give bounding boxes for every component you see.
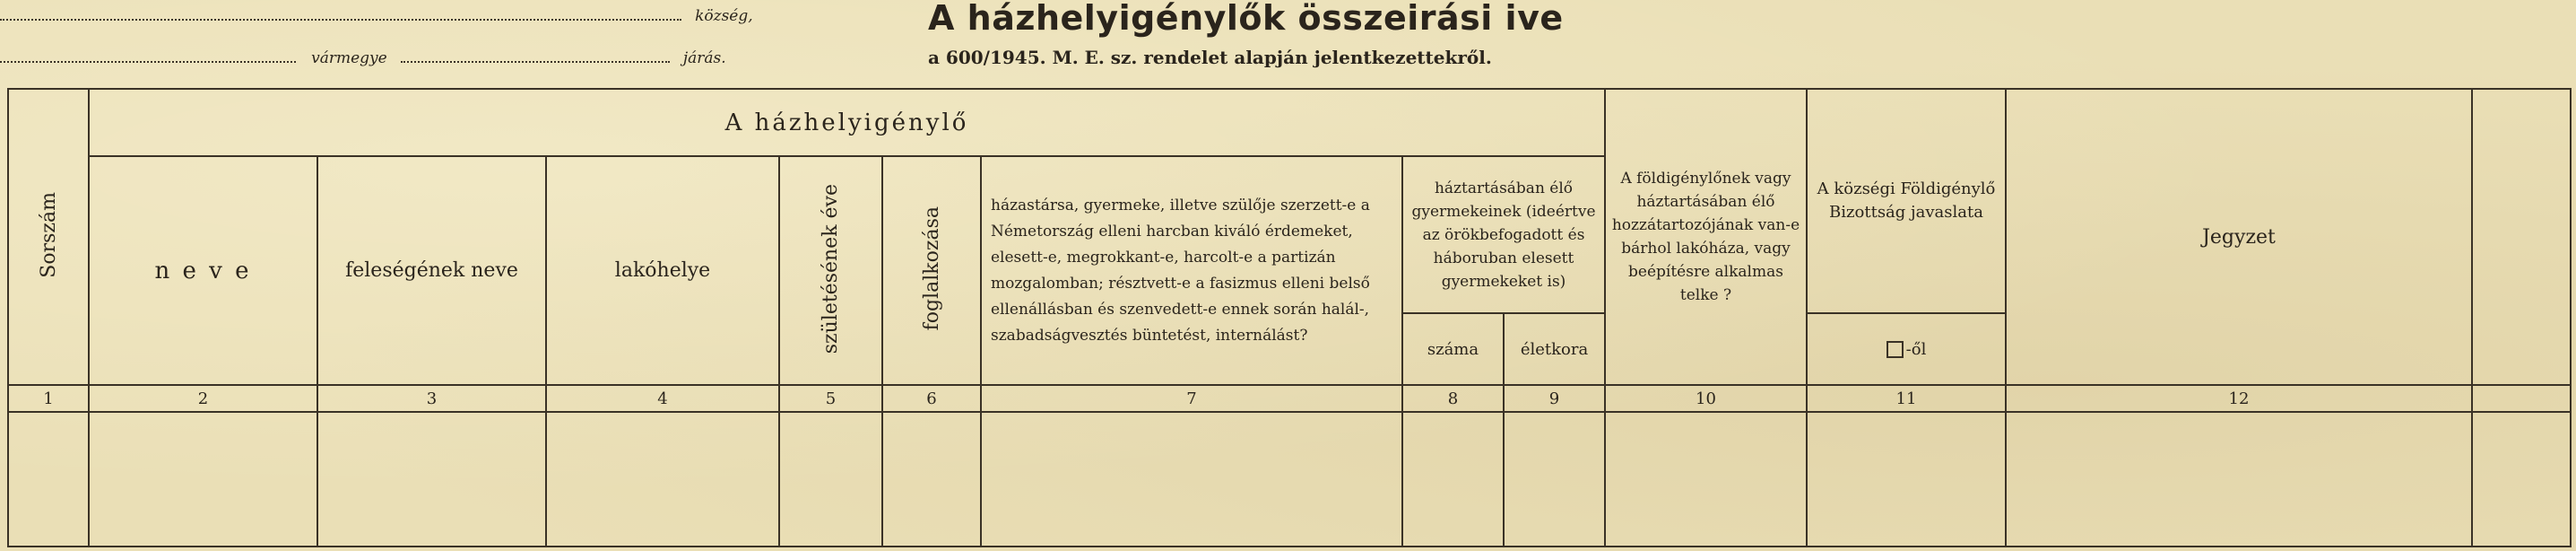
col-szuletes-header <box>779 156 882 385</box>
hazastars-label: házastársa, gyermeke, illetve szülője szerzett-e a Németország elleni harcban kiváló érdemeket, elesett-e, megrokkant-e, harcolt-e a partizán mozgalomban; résztvett-e a fasizmus elleni belső ellenállásban és szenvedett-e ennek során halál-, szabadságvesztés büntetést, internálást? <box>991 196 1370 345</box>
javaslat-label: A községi Földigénylő Bizottság javaslata <box>1817 179 1996 222</box>
colnum-4: 4 <box>546 385 779 412</box>
sorszam-label: Sorszám <box>37 192 60 278</box>
document-title: A házhelyigénylők összeirási ive <box>928 0 1564 38</box>
colnum-3: 3 <box>317 385 546 412</box>
entry-cell[interactable] <box>89 412 317 547</box>
entry-cell[interactable] <box>1605 412 1807 547</box>
col-gyermekek-header <box>1402 156 1605 313</box>
kozseg-label: község, <box>695 7 753 25</box>
col-ol-header <box>1807 313 2006 385</box>
col-sorszam-header <box>8 89 89 385</box>
entry-cell[interactable] <box>8 412 89 547</box>
table-row <box>8 412 2571 547</box>
col-foldigenylo-header <box>1605 89 1807 385</box>
szuletes-label: születésének éve <box>820 183 842 354</box>
varmegye-jaras-line <box>0 49 726 67</box>
col-foglalkozas-header <box>882 156 981 385</box>
kozseg-line <box>0 7 753 25</box>
entry-cell[interactable] <box>2006 412 2472 547</box>
colnum-2: 2 <box>89 385 317 412</box>
colnum-9: 9 <box>1504 385 1605 412</box>
col-feleseg-header <box>317 156 546 385</box>
registration-table <box>7 88 2572 547</box>
entry-cell[interactable] <box>1807 412 2006 547</box>
col-neve-header <box>89 156 317 385</box>
right-margin-header <box>2472 89 2571 385</box>
col-lakohely-header <box>546 156 779 385</box>
gyermekek-label: háztartásában élő gyermekeinek (ideértve az örökbefogadott és háboruban elesett gyermekeket is) <box>1411 179 1596 291</box>
document-subtitle: a 600/1945. M. E. sz. rendelet alapján jelentkezettekről. <box>928 47 1492 68</box>
colnum-11: 11 <box>1807 385 2006 412</box>
entry-cell[interactable] <box>779 412 882 547</box>
group-hazhelyigenylo <box>89 89 1605 156</box>
varmegye-label: vármegye <box>311 49 387 67</box>
colnum-1: 1 <box>8 385 89 412</box>
foglalkozas-label: foglalkozása <box>920 206 943 331</box>
colnum-5: 5 <box>779 385 882 412</box>
col-jegyzet-header <box>2006 89 2472 385</box>
jegyzet-label: Jegyzet <box>2202 225 2276 249</box>
col-eletkora-header <box>1504 313 1605 385</box>
lakohely-label: lakóhelye <box>614 259 711 282</box>
column-number-row <box>8 385 2571 412</box>
colnum-blank <box>2472 385 2571 412</box>
szama-label: száma <box>1427 339 1479 359</box>
col-szama-header <box>1402 313 1504 385</box>
hazhelyigenylo-label: A házhelyigénylő <box>724 109 969 136</box>
entry-cell[interactable] <box>546 412 779 547</box>
col-hazastars-header <box>981 156 1402 385</box>
varmegye-blank <box>0 61 296 63</box>
colnum-7: 7 <box>981 385 1402 412</box>
foldigenylo-label: A földigénylőnek vagy háztartásában élő hozzátartozójának van-e bárhol lakóháza, vagy beépítésre alkalmas telke ? <box>1611 170 1800 304</box>
col-javaslat-header <box>1807 89 2006 313</box>
jaras-label: járás. <box>682 49 726 67</box>
jaras-blank <box>401 61 670 63</box>
eletkora-label: életkora <box>1520 339 1589 359</box>
colnum-12: 12 <box>2006 385 2472 412</box>
entry-cell[interactable] <box>1504 412 1605 547</box>
entry-cell[interactable] <box>1402 412 1504 547</box>
feleseg-label: feleségének neve <box>345 259 518 282</box>
neve-label: n e v e <box>154 257 252 284</box>
kozseg-blank <box>0 19 681 21</box>
colnum-6: 6 <box>882 385 981 412</box>
colnum-10: 10 <box>1605 385 1807 412</box>
entry-cell[interactable] <box>981 412 1402 547</box>
entry-cell[interactable] <box>317 412 546 547</box>
checkbox-square <box>1886 341 1904 358</box>
ol-label: -ől <box>1886 340 1927 359</box>
entry-cell[interactable] <box>882 412 981 547</box>
colnum-8: 8 <box>1402 385 1504 412</box>
entry-cell[interactable] <box>2472 412 2571 547</box>
